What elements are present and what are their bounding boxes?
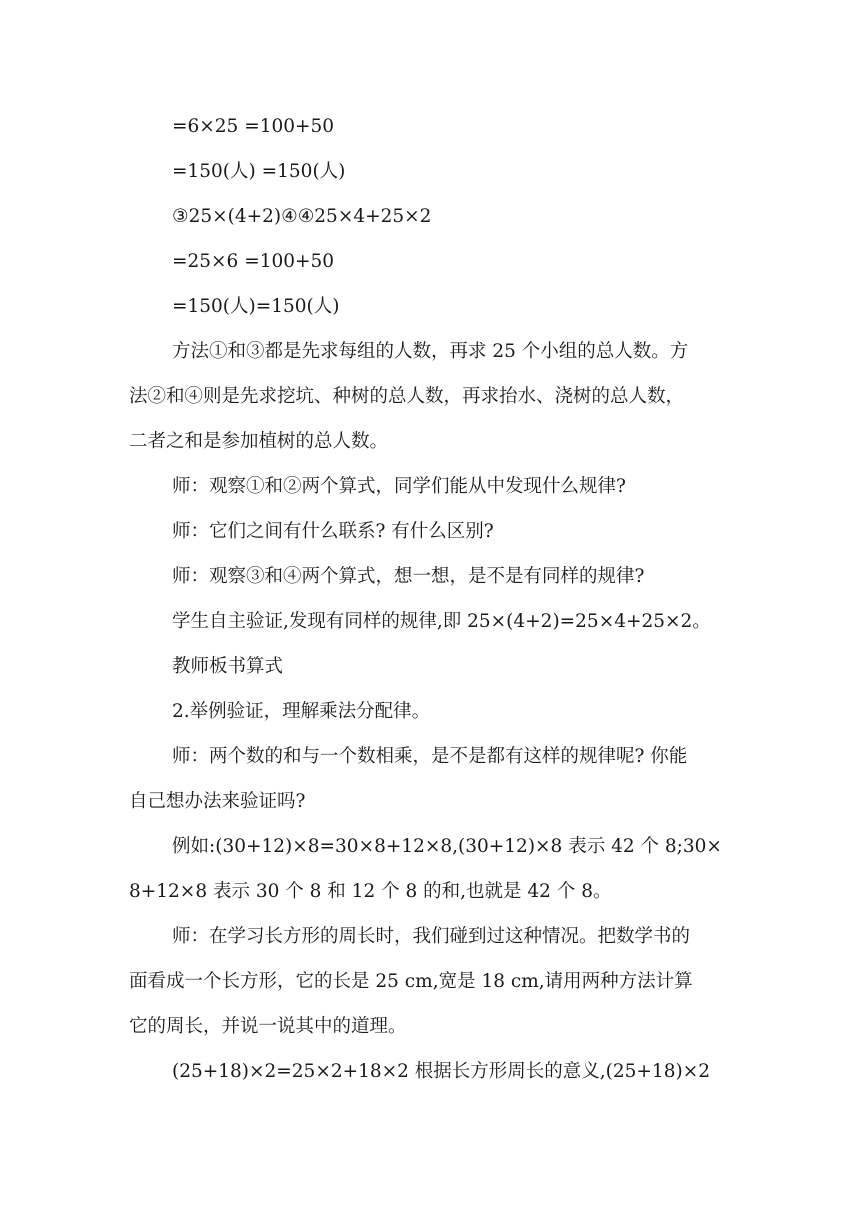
dialogue-line: 师：观察③和④两个算式，想一想，是不是有同样的规律?: [172, 566, 645, 587]
equation-line: =6×25 =100+50: [172, 116, 335, 137]
section-heading: 2.举例验证，理解乘法分配律。: [172, 701, 431, 722]
equation-line: ③25×(4+2)④④25×4+25×2: [172, 206, 432, 227]
example-line: 8+12×8 表示 30 个 8 和 12 个 8 的和,也就是 42 个 8。: [129, 881, 612, 902]
dialogue-line: 它的周长，并说一说其中的道理。: [129, 1016, 407, 1037]
dialogue-line: 师：在学习长方形的周长时，我们碰到过这种情况。把数学书的: [172, 926, 691, 947]
example-line: 例如:(30+12)×8=30×8+12×8,(30+12)×8 表示 42 个 8;30×: [172, 836, 722, 857]
dialogue-line: 师：两个数的和与一个数相乘，是不是都有这样的规律呢? 你能: [172, 746, 688, 767]
equation-line: (25+18)×2=25×2+18×2 根据长方形周长的意义,(25+18)×2: [172, 1061, 710, 1082]
paragraph-line: 法②和④则是先求挖坑、种树的总人数，再求抬水、浇树的总人数，: [129, 386, 685, 407]
equation-line: =25×6 =100+50: [172, 251, 335, 272]
equation-line: =150(人) =150(人): [172, 161, 346, 182]
dialogue-line: 师：它们之间有什么联系? 有什么区别?: [172, 521, 494, 542]
dialogue-line: 自己想办法来验证吗?: [129, 791, 306, 812]
equation-line: =150(人)=150(人): [172, 296, 340, 317]
paragraph-line: 方法①和③都是先求每组的人数，再求 25 个小组的总人数。方: [172, 341, 689, 362]
paragraph-line: 教师板书算式: [172, 656, 284, 677]
dialogue-line: 师：观察①和②两个算式，同学们能从中发现什么规律?: [172, 476, 626, 497]
paragraph-line: 二者之和是参加植树的总人数。: [129, 431, 389, 452]
paragraph-line: 学生自主验证,发现有同样的规律,即 25×(4+2)=25×4+25×2。: [172, 611, 711, 632]
dialogue-line: 面看成一个长方形，它的长是 25 cm,宽是 18 cm,请用两种方法计算: [129, 971, 693, 992]
